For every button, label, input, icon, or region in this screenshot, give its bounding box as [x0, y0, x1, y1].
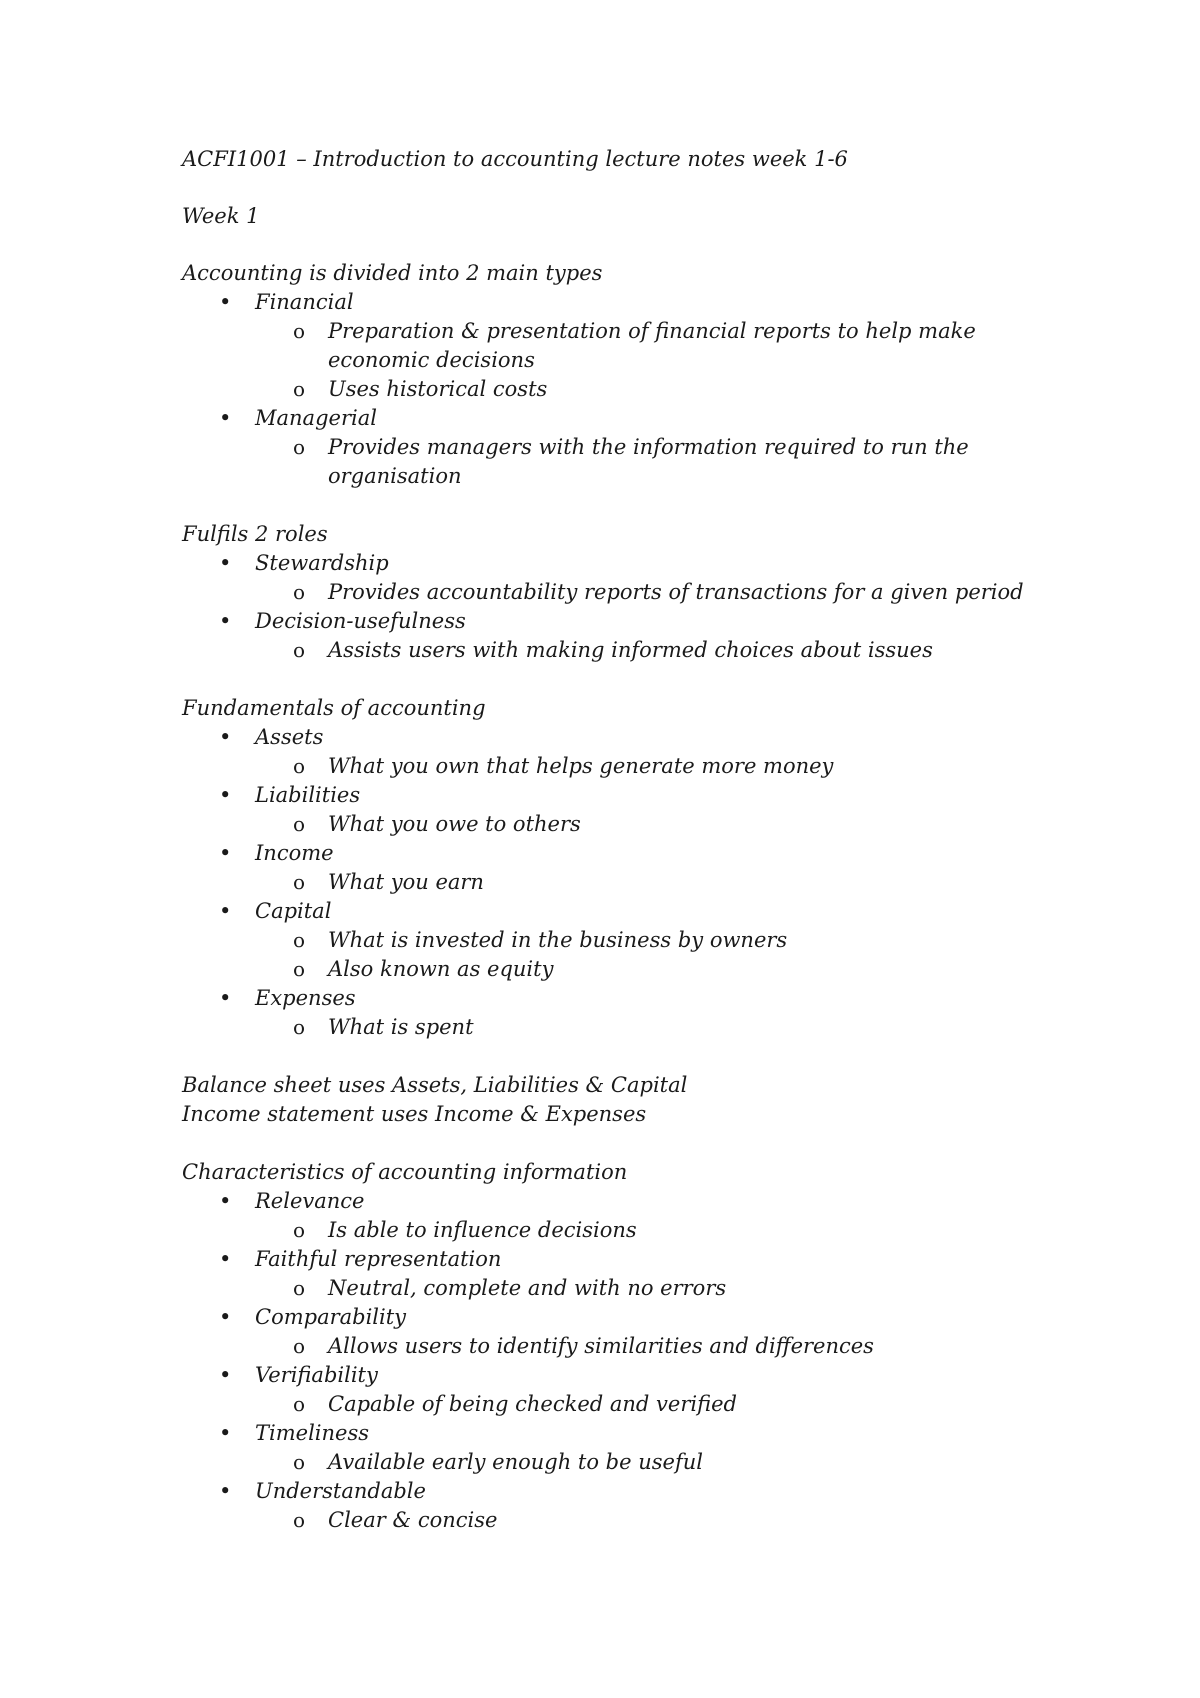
sub-bullet-marker: o — [293, 812, 306, 836]
week-heading: Week 1 — [182, 204, 260, 228]
sub-list-item-text: Provides accountability reports of transactions for a given period — [328, 580, 1024, 604]
sub-bullet-marker: o — [293, 580, 306, 604]
sub-bullet-marker: o — [293, 1392, 306, 1416]
list-item — [219, 897, 1082, 984]
sub-list — [255, 1448, 1082, 1477]
bullet-marker: • — [219, 725, 232, 749]
sub-bullet-marker: o — [293, 319, 306, 343]
sub-list-item — [293, 636, 1082, 665]
bullet-marker: • — [219, 1247, 232, 1271]
list-item-label: Income — [255, 841, 334, 865]
bullet-marker: • — [219, 899, 232, 923]
bullet-marker: • — [219, 986, 232, 1010]
sub-list-item-text: Assists users with making informed choices about issues — [328, 638, 933, 662]
sub-list-item-text: Also known as equity — [328, 957, 554, 981]
list-item — [219, 1361, 1082, 1419]
sub-list-item — [293, 578, 1082, 607]
list-item — [219, 404, 1082, 491]
sub-list-item-text: What you own that helps generate more money — [328, 754, 834, 778]
list-item-label: Timeliness — [255, 1421, 370, 1445]
sub-list-item — [293, 868, 1082, 897]
sub-list-item-text: Clear & concise — [328, 1508, 498, 1532]
section-statements — [182, 1071, 1082, 1129]
bullet-marker: • — [219, 1421, 232, 1445]
list-item-label: Liabilities — [255, 783, 361, 807]
section-heading: Characteristics of accounting information — [182, 1160, 628, 1184]
bullet-marker: • — [219, 1305, 232, 1329]
sub-list — [255, 752, 1082, 781]
list-item — [219, 1245, 1082, 1303]
sub-list-item — [293, 752, 1082, 781]
sub-bullet-marker: o — [293, 1450, 306, 1474]
list-item — [219, 723, 1082, 781]
section-accounting-types — [182, 259, 1082, 491]
section-roles — [182, 520, 1082, 665]
sub-list — [255, 1332, 1082, 1361]
sub-list — [255, 868, 1082, 897]
list-item — [219, 984, 1082, 1042]
sub-list — [255, 636, 1082, 665]
sub-list — [255, 1216, 1082, 1245]
list-item-label: Stewardship — [255, 551, 389, 575]
bullet-list — [182, 549, 1082, 665]
document-title: ACFI1001 – Introduction to accounting lecture notes week 1-6 — [182, 147, 848, 171]
document-body — [182, 145, 1082, 1564]
sub-list — [255, 317, 1082, 404]
sub-list-item — [293, 1448, 1082, 1477]
sub-list-item-text: What you earn — [328, 870, 484, 894]
sub-list-item-text: Allows users to identify similarities and differences — [328, 1334, 874, 1358]
list-item — [219, 1419, 1082, 1477]
list-item-label: Expenses — [255, 986, 356, 1010]
sub-bullet-marker: o — [293, 638, 306, 662]
list-item — [219, 1477, 1082, 1535]
list-item-label: Relevance — [255, 1189, 365, 1213]
list-item-label: Verifiability — [255, 1363, 378, 1387]
sub-bullet-marker: o — [293, 1218, 306, 1242]
sub-bullet-marker: o — [293, 377, 306, 401]
section-heading: Fundamentals of accounting — [182, 696, 486, 720]
section-characteristics — [182, 1158, 1082, 1535]
list-item-label: Financial — [255, 290, 354, 314]
sub-list-item-text: Provides managers with the information required to run the organisation — [328, 435, 969, 488]
sub-list-item — [293, 926, 1082, 955]
sub-list-item — [293, 1216, 1082, 1245]
sub-list-item — [293, 1506, 1082, 1535]
list-item — [219, 288, 1082, 404]
bullet-marker: • — [219, 609, 232, 633]
sub-list-item-text: Capable of being checked and verified — [328, 1392, 737, 1416]
sub-bullet-marker: o — [293, 754, 306, 778]
sub-bullet-marker: o — [293, 870, 306, 894]
section-heading: Accounting is divided into 2 main types — [182, 261, 603, 285]
sub-bullet-marker: o — [293, 1508, 306, 1532]
sub-list-item — [293, 1332, 1082, 1361]
sub-list-item — [293, 955, 1082, 984]
sub-bullet-marker: o — [293, 1015, 306, 1039]
list-item — [219, 1187, 1082, 1245]
sub-list-item — [293, 810, 1082, 839]
list-item-label: Capital — [255, 899, 332, 923]
sub-list-item-text: What is invested in the business by owners — [328, 928, 788, 952]
sub-list-item — [293, 433, 1082, 491]
bullet-marker: • — [219, 406, 232, 430]
section-heading: Fulfils 2 roles — [182, 522, 328, 546]
sub-bullet-marker: o — [293, 435, 306, 459]
sub-list — [255, 1274, 1082, 1303]
list-item — [219, 607, 1082, 665]
bullet-marker: • — [219, 1363, 232, 1387]
sub-list-item-text: What you owe to others — [328, 812, 581, 836]
sub-list — [255, 433, 1082, 491]
list-item — [219, 549, 1082, 607]
sub-list-item — [293, 1390, 1082, 1419]
bullet-marker: • — [219, 1479, 232, 1503]
sub-list-item-text: Neutral, complete and with no errors — [328, 1276, 727, 1300]
sub-list — [255, 1506, 1082, 1535]
sub-bullet-marker: o — [293, 1276, 306, 1300]
bullet-marker: • — [219, 841, 232, 865]
bullet-list — [182, 1187, 1082, 1535]
sub-bullet-marker: o — [293, 928, 306, 952]
sub-list — [255, 1390, 1082, 1419]
bullet-marker: • — [219, 551, 232, 575]
sub-list-item — [293, 1013, 1082, 1042]
list-item — [219, 839, 1082, 897]
section-fundamentals — [182, 694, 1082, 1042]
list-item-label: Faithful representation — [255, 1247, 502, 1271]
list-item — [219, 781, 1082, 839]
sub-bullet-marker: o — [293, 957, 306, 981]
statement-line: Balance sheet uses Assets, Liabilities & Capital — [182, 1073, 688, 1097]
sub-list — [255, 810, 1082, 839]
list-item-label: Understandable — [255, 1479, 426, 1503]
sub-list — [255, 926, 1082, 984]
sub-list-item-text: What is spent — [328, 1015, 474, 1039]
sub-bullet-marker: o — [293, 1334, 306, 1358]
sub-list-item-text: Preparation & presentation of financial reports to help make economic decisions — [328, 319, 976, 372]
bullet-marker: • — [219, 783, 232, 807]
list-item-label: Decision-usefulness — [255, 609, 466, 633]
list-item-label: Comparability — [255, 1305, 407, 1329]
sub-list-item-text: Uses historical costs — [328, 377, 548, 401]
list-item — [219, 1303, 1082, 1361]
list-item-label: Managerial — [255, 406, 377, 430]
sub-list-item — [293, 1274, 1082, 1303]
bullet-marker: • — [219, 1189, 232, 1213]
sub-list — [255, 578, 1082, 607]
list-item-label: Assets — [255, 725, 324, 749]
sub-list-item-text: Is able to influence decisions — [328, 1218, 637, 1242]
bullet-list — [182, 723, 1082, 1042]
sub-list-item — [293, 317, 1082, 375]
sub-list-item — [293, 375, 1082, 404]
bullet-list — [182, 288, 1082, 491]
statement-line: Income statement uses Income & Expenses — [182, 1102, 647, 1126]
bullet-marker: • — [219, 290, 232, 314]
sub-list — [255, 1013, 1082, 1042]
sub-list-item-text: Available early enough to be useful — [328, 1450, 703, 1474]
